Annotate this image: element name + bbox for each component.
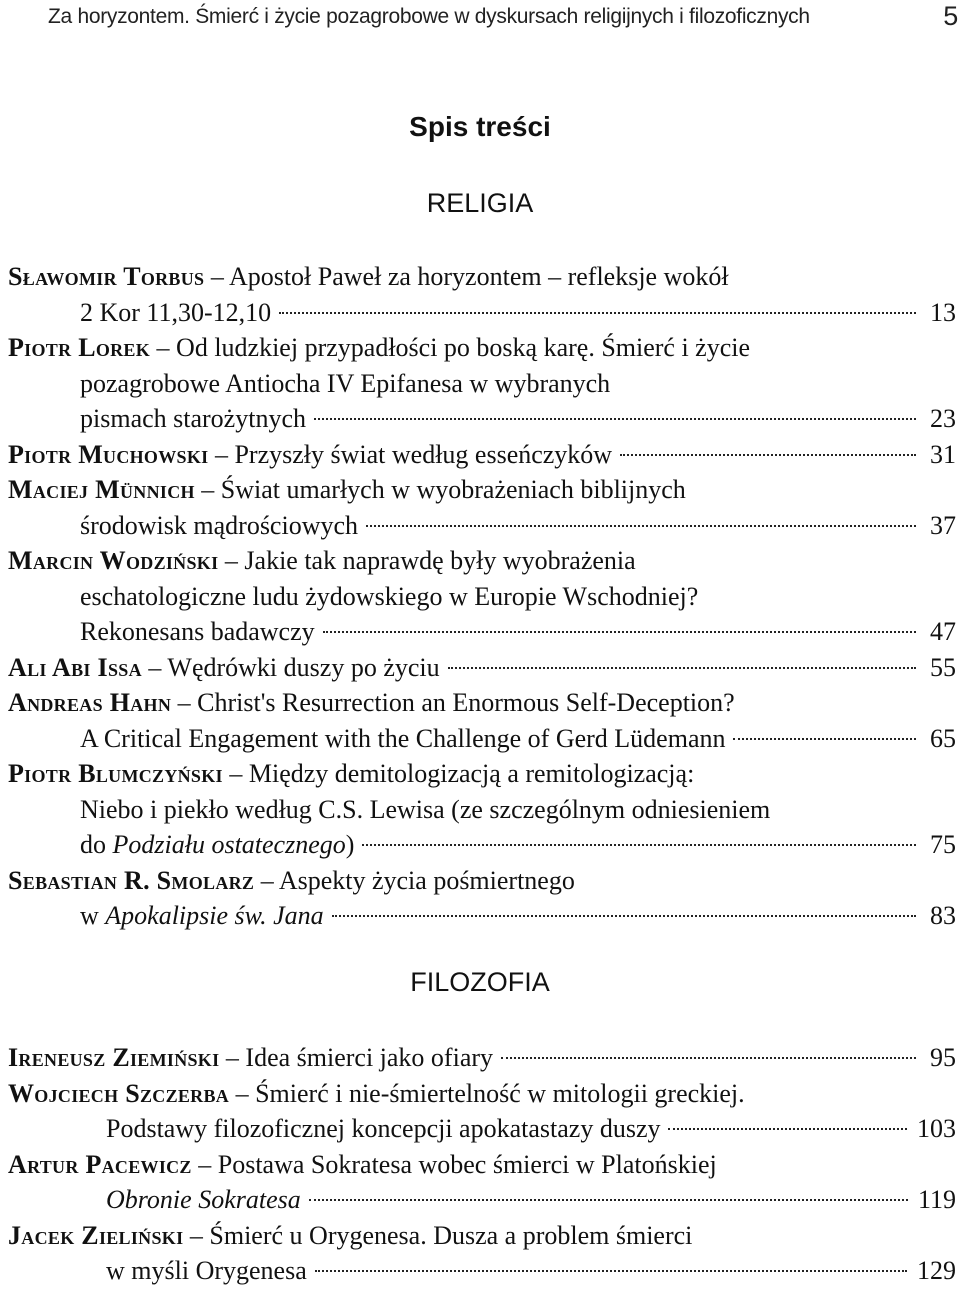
dot-leader (733, 738, 916, 740)
toc-entry (0, 437, 960, 473)
toc-entry (0, 543, 960, 650)
entry-title-part: 2 Kor 11,30-12,10 (80, 297, 272, 327)
entry-text (8, 437, 612, 473)
dot-leader (309, 1199, 908, 1201)
toc-line (0, 614, 960, 650)
entry-title-part: środowisk mądrościowych (80, 510, 359, 540)
entry-page: 119 (917, 1185, 956, 1214)
entry-title: Aspekty życia pośmiertnego (278, 865, 575, 895)
entry-page: 37 (930, 510, 956, 540)
entry-title-final (80, 401, 306, 437)
toc-line (0, 827, 960, 863)
entry-title-italic: Podziału ostatecznego (112, 830, 346, 859)
entry-title: Idea śmierci jako ofiary (245, 1043, 494, 1072)
entry-title-continued: Niebo i piekło według C.S. Lewisa (ze szczególnym odniesieniem (80, 794, 771, 824)
entry-title-part: Podstawy filozoficznej koncepcji apokatastazy duszy (106, 1114, 661, 1143)
entry-author: Andreas Hahn (8, 688, 172, 717)
toc-list-filozofia (0, 1040, 960, 1289)
toc-line (0, 1253, 960, 1289)
entry-title-continued: eschatologiczne ludu żydowskiego w Europie Wschodniej? (80, 581, 699, 611)
entry-text (8, 1040, 493, 1076)
toc-line (0, 1218, 960, 1254)
toc-line (0, 259, 960, 295)
toc-line (0, 863, 960, 899)
entry-title-italic: Obronie Sokratesa (106, 1185, 301, 1214)
entry-author: Sławomir Torbus (8, 262, 205, 291)
entry-page: 31 (930, 439, 956, 469)
dot-leader (501, 1057, 916, 1059)
toc-entry (0, 259, 960, 330)
toc-line (0, 756, 960, 792)
toc-entry (0, 1040, 960, 1076)
entry-title: Apostoł Paweł za horyzontem – refleksje wokół (228, 262, 729, 291)
dot-leader (366, 525, 916, 527)
toc-entry (0, 1147, 960, 1218)
entry-title-final (80, 721, 725, 757)
entry-separator: – (254, 865, 279, 895)
entry-page: 103 (917, 1114, 956, 1143)
entry-title-final (106, 1111, 660, 1147)
entry-title-final (80, 508, 358, 544)
entry-title: Przyszły świat według esseńczyków (234, 439, 613, 469)
entry-title: Od ludzkiej przypadłości po boską karę. Śmierć i życie (176, 333, 751, 362)
entry-page: 55 (930, 652, 956, 682)
toc-line (0, 650, 960, 686)
entry-title-part: A Critical Engagement with the Challenge of Gerd Lüdemann (80, 723, 726, 753)
toc-line (0, 898, 960, 934)
toc-line (0, 1147, 960, 1183)
dot-leader (620, 454, 916, 456)
entry-title-italic: Apokalipsie św. Jana (105, 901, 324, 930)
toc-entry (0, 1218, 960, 1289)
dot-leader (668, 1128, 907, 1130)
dot-leader (323, 631, 916, 633)
entry-title: Świat umarłych w wyobrażeniach biblijnych (220, 475, 686, 504)
dot-leader (332, 915, 916, 917)
entry-separator: – (141, 652, 168, 682)
entry-author: Marcin Wodziński (8, 546, 219, 575)
toc-entry (0, 685, 960, 756)
entry-title-final (106, 1182, 301, 1218)
entry-title-continued: pozagrobowe Antiocha IV Epifanesa w wybranych (80, 368, 611, 398)
entry-title-part: do (80, 830, 113, 859)
entry-author: Ireneusz Ziemiński (8, 1043, 220, 1072)
entry-title-part: w myśli Orygenesa (106, 1256, 307, 1285)
entry-separator: – (204, 262, 229, 291)
entry-page: 23 (930, 404, 956, 433)
entry-author: Ali Abi Issa (8, 652, 142, 682)
toc-line (0, 543, 960, 579)
entry-title-final (80, 295, 271, 331)
entry-separator: – (208, 439, 235, 469)
entry-page: 65 (930, 723, 956, 753)
toc-line (0, 330, 960, 366)
entry-title-final (80, 898, 324, 934)
entry-title-part: w (80, 901, 106, 930)
entry-title-final (80, 827, 354, 863)
entry-page: 47 (930, 617, 956, 646)
entry-separator: – (219, 1043, 246, 1072)
entry-author: Piotr Muchowski (8, 439, 209, 469)
entry-title: Między demitologizacją a remitologizacją: (248, 759, 695, 788)
entry-title: Śmierć u Orygenesa. Dusza a problem śmierci (209, 1220, 693, 1250)
dot-leader (279, 312, 916, 314)
entry-page: 13 (930, 297, 956, 327)
entry-title-final (106, 1253, 307, 1289)
entry-separator: – (171, 688, 198, 717)
entry-page: 83 (930, 901, 956, 930)
entry-page: 129 (917, 1256, 956, 1285)
entry-author: Piotr Blumczyński (8, 759, 223, 788)
entry-title: Christ's Resurrection an Enormous Self-Deception? (197, 688, 735, 717)
toc-line (0, 508, 960, 544)
entry-title: Śmierć i nie-śmiertelność w mitologii greckiej. (255, 1078, 745, 1108)
dot-leader (362, 844, 916, 846)
toc-line (0, 437, 960, 473)
entry-page: 95 (930, 1043, 956, 1072)
toc-entry (0, 472, 960, 543)
section-heading-filozofia: FILOZOFIA (410, 967, 550, 997)
entry-author: Artur Pacewicz (8, 1149, 192, 1179)
entry-author: Piotr Lorek (8, 333, 151, 362)
entry-author: Jacek Zieliński (8, 1220, 184, 1250)
entry-separator: – (229, 1078, 256, 1108)
entry-title-part: Rekonesans badawczy (80, 617, 315, 646)
toc-entry (0, 756, 960, 863)
entry-title: Wędrówki duszy po życiu (167, 652, 440, 682)
entry-author: Maciej Münnich (8, 475, 195, 504)
entry-author: Sebastian R. Smolarz (8, 865, 255, 895)
entry-title-final (80, 614, 315, 650)
toc-line (0, 401, 960, 437)
toc-list-religia (0, 259, 960, 934)
page-number: 5 (943, 1, 958, 31)
toc-line (0, 685, 960, 721)
entry-separator: – (218, 546, 245, 575)
toc-entry (0, 863, 960, 934)
toc-entry (0, 330, 960, 437)
entry-separator: – (194, 475, 221, 504)
entry-separator: – (183, 1220, 210, 1250)
toc-line (0, 1076, 960, 1112)
dot-leader (315, 1270, 907, 1272)
entry-text (8, 650, 440, 686)
toc-entry (0, 1076, 960, 1147)
toc-line (0, 1111, 960, 1147)
toc-line (0, 472, 960, 508)
toc-line (0, 295, 960, 331)
entry-separator: – (150, 333, 177, 362)
toc-entry (0, 650, 960, 686)
entry-author: Wojciech Szczerba (8, 1078, 230, 1108)
dot-leader (448, 667, 916, 669)
entry-title-part: ) (345, 830, 355, 859)
entry-title: Jakie tak naprawdę były wyobrażenia (244, 546, 636, 575)
toc-line (0, 1040, 960, 1076)
running-head (48, 3, 958, 33)
running-head-title: Za horyzontem. Śmierć i życie pozagrobowe w dyskursach religijnych i filozoficznych (48, 5, 810, 28)
entry-title-part: pismach starożytnych (80, 404, 306, 433)
dot-leader (314, 418, 916, 420)
toc-line (0, 721, 960, 757)
section-heading-religia: RELIGIA (426, 188, 534, 218)
entry-title: Postawa Sokratesa wobec śmierci w Platońskiej (217, 1149, 717, 1179)
toc-line (0, 1182, 960, 1218)
entry-page: 75 (930, 830, 956, 859)
entry-separator: – (191, 1149, 218, 1179)
entry-separator: – (222, 759, 249, 788)
toc-title: Spis treści (409, 111, 551, 142)
